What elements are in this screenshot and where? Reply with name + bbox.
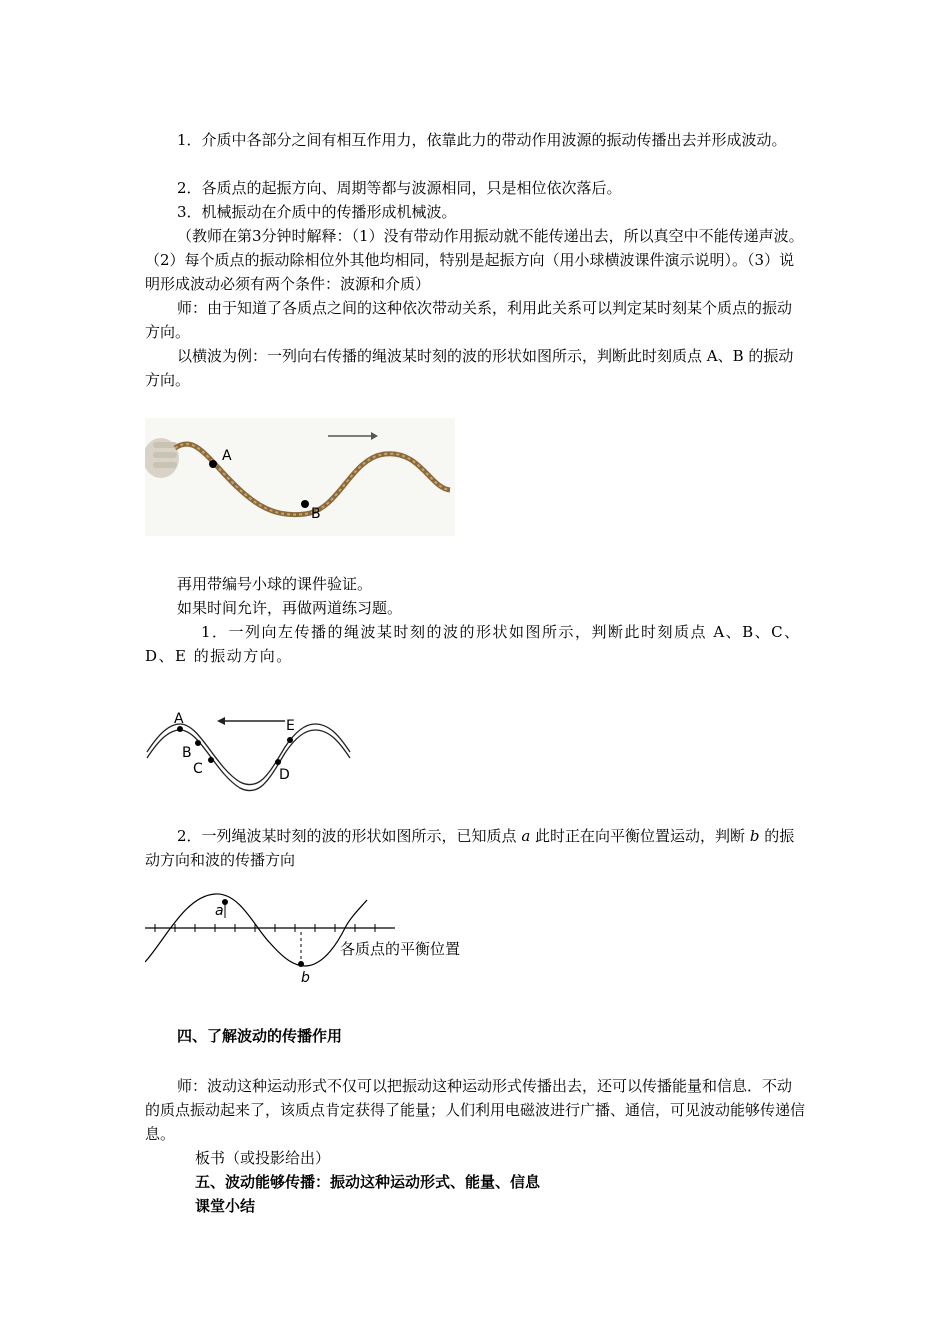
section-heading-summary: 课堂小结: [195, 1197, 256, 1215]
label-a: A: [174, 711, 184, 727]
equilibrium-caption: 各质点的平衡位置: [340, 940, 461, 958]
point-b: [298, 961, 304, 967]
paragraph-energy: 师：波动这种运动形式不仅可以把振动这种运动形式传播出去，还可以传播能量和信息．不动的质点振动起来了，该质点肯定获得了能量；人们利用电磁波进行广播、通信，可见波动能够传递信息。: [145, 1077, 806, 1143]
label-c: C: [193, 761, 203, 777]
paragraph-practice: 如果时间允许，再做两道练习题。: [177, 599, 403, 617]
point-a: [209, 460, 217, 468]
point-b: [301, 500, 309, 508]
board-note: 板书（或投影给出）: [195, 1149, 331, 1167]
label-e: E: [286, 718, 295, 734]
section-heading-5: 五、波动能够传播：振动这种运动形式、能量、信息: [195, 1173, 541, 1191]
arrow-left-icon: [217, 717, 285, 725]
rope-wave-figure: [145, 418, 455, 536]
teacher-explanation: （教师在第3分钟时解释：（1）没有带动作用振动就不能传递出去，所以真空中不能传递声波。（2）每个质点的振动除相位外其他均相同，特别是起振方向（用小球横波课件演示说明）。（3）说明形成波动必须有两个条件：波源和介质）: [145, 227, 804, 293]
paragraph-verify: 再用带编号小球的课件验证。: [177, 575, 373, 593]
left-wave-figure: [145, 705, 355, 800]
paragraph-1: 1．介质中各部分之间有相互作用力，依靠此力的带动作用波源的振动传播出去并形成波动。: [177, 131, 787, 149]
paragraph-3: 3．机械振动在介质中的传播形成机械波。: [177, 203, 457, 221]
teacher-remark: 师：由于知道了各质点之间的这种依次带动关系，利用此关系可以判定某时刻某个质点的振动方向。: [145, 299, 793, 341]
transverse-example: 以横波为例：一列向右传播的绳波某时刻的波的形状如图所示，判断此时刻质点 A、B 的振动方向。: [145, 347, 794, 389]
var-b: b: [749, 827, 760, 845]
section-heading-4: 四、了解波动的传播作用: [177, 1027, 343, 1045]
label-a: A: [222, 448, 232, 464]
question-1: 1．一列向左传播的绳波某时刻的波的形状如图所示，判断此时刻质点 A、B、C、D、E 的振动方向。: [145, 623, 801, 665]
label-b: B: [182, 745, 192, 761]
question-2: 2．一列绳波某时刻的波的形状如图所示，已知质点 a 此时正在向平衡位置运动，判断 b 的振动方向和波的传播方向: [145, 827, 795, 869]
label-a: a: [215, 903, 224, 919]
paragraph-2: 2．各质点的起振方向、周期等都与波源相同，只是相位依次落后。: [177, 179, 622, 197]
label-b: b: [301, 970, 310, 986]
label-d: D: [279, 767, 290, 783]
sine-wave-figure: [145, 888, 485, 988]
label-b: B: [311, 506, 321, 522]
var-a: a: [521, 827, 531, 845]
